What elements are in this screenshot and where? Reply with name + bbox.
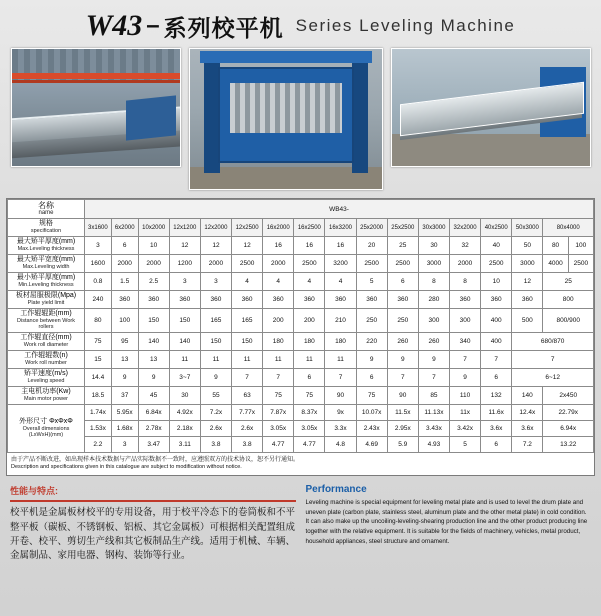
cell: 7 <box>387 368 418 386</box>
cell: 2500 <box>568 255 593 273</box>
cell: 3.42x <box>450 420 481 436</box>
steel-plate-output-photo <box>391 48 591 167</box>
col-header: 25x2500 <box>387 219 418 237</box>
cell: 2.2 <box>85 436 112 452</box>
model-name: W43 <box>85 9 143 42</box>
cell: 140 <box>138 332 169 350</box>
cell: 2000 <box>263 255 294 273</box>
cell: 250 <box>356 309 387 333</box>
cell: 3000 <box>512 255 543 273</box>
table-row <box>8 404 594 420</box>
cell: 18.5 <box>85 386 112 404</box>
cell: 12.4x <box>512 404 543 420</box>
cell: 1600 <box>85 255 112 273</box>
cell: 11 <box>169 350 200 368</box>
cell: 360 <box>294 291 325 309</box>
col-header: 12x1200 <box>169 219 200 237</box>
cell: 1.68x <box>111 420 138 436</box>
cell: 360 <box>325 291 356 309</box>
header-name-cn: 名称 <box>38 201 54 210</box>
cell: 3000 <box>418 255 449 273</box>
cell: 2x450 <box>543 386 594 404</box>
cell: 9 <box>356 350 387 368</box>
cell: 25 <box>387 237 418 255</box>
cell: 360 <box>387 291 418 309</box>
note-english: Description and specifications given in this catalogue are subject to modification without notice. <box>11 463 242 470</box>
cell: 2000 <box>450 255 481 273</box>
cell: 500 <box>512 309 543 333</box>
cell: 200 <box>294 309 325 333</box>
table-note <box>7 453 594 476</box>
table-header-row-spec <box>8 219 594 237</box>
cell: 13 <box>138 350 169 368</box>
cell: 9 <box>200 368 231 386</box>
cell: 2000 <box>111 255 138 273</box>
row-label: 板材屈服极限(Mpa) Plate yield limit <box>8 291 85 309</box>
cell: 150 <box>138 309 169 333</box>
cell: 3.05x <box>294 420 325 436</box>
cell: 4 <box>325 273 356 291</box>
cell: 165 <box>232 309 263 333</box>
cell: 7 <box>450 350 481 368</box>
cell: 132 <box>481 386 512 404</box>
cell: 5 <box>356 273 387 291</box>
cell: 2500 <box>356 255 387 273</box>
cell: 210 <box>325 309 356 333</box>
cell: 10.07x <box>356 404 387 420</box>
table-row <box>8 350 594 368</box>
cell: 800/900 <box>543 309 594 333</box>
col-header: 16x2500 <box>294 219 325 237</box>
cell: 90 <box>387 386 418 404</box>
col-header: 12x2500 <box>232 219 263 237</box>
cell: 11.6x <box>481 404 512 420</box>
cell: 85 <box>418 386 449 404</box>
col-header: 50x3000 <box>512 219 543 237</box>
cell: 360 <box>111 291 138 309</box>
cell: 3.47 <box>138 436 169 452</box>
row-label: 工作辊直径(mm) Work roll diameter <box>8 332 85 350</box>
cell: 11.5x <box>387 404 418 420</box>
cell: 13.22 <box>543 436 594 452</box>
table-row <box>8 309 594 333</box>
col-header: 30x3000 <box>418 219 449 237</box>
cell: 15 <box>85 350 112 368</box>
cell: 25 <box>543 273 594 291</box>
cell: 12 <box>169 237 200 255</box>
cell: 9x <box>325 404 356 420</box>
cell: 4 <box>232 273 263 291</box>
cell: 30 <box>418 237 449 255</box>
col-header: 12x2000 <box>200 219 231 237</box>
header-spec-cell <box>8 219 85 237</box>
cell: 140 <box>169 332 200 350</box>
cell: 340 <box>450 332 481 350</box>
header-name-cell <box>8 200 85 219</box>
cell: 75 <box>356 386 387 404</box>
cell: 280 <box>418 291 449 309</box>
cell: 11 <box>232 350 263 368</box>
cell: 165 <box>200 309 231 333</box>
specification-table <box>6 198 595 476</box>
cell: 5.9 <box>387 436 418 452</box>
table-row <box>8 332 594 350</box>
cell: 55 <box>200 386 231 404</box>
table-header-row-name <box>8 200 594 219</box>
cell: 3.6x <box>512 420 543 436</box>
cell: 2.95x <box>387 420 418 436</box>
cell: 10 <box>481 273 512 291</box>
col-header: 6x2000 <box>111 219 138 237</box>
cell: 180 <box>325 332 356 350</box>
cell: 250 <box>387 309 418 333</box>
cell: 4 <box>263 273 294 291</box>
performance-body-en: Leveling machine is special equipment for leveling metal plate and is used to level the drum plate and uneven plate (carbon plate, stainless steel, aluminum plate and the other metal plate) in cold condition. It can also make up the uncoiling-leveling-shearing production line and the other product producing line together with the relative equipment. It is suitable for the fields of machinery, vehicles, metal product, household appliances, steel structure and ornament. <box>305 499 588 545</box>
cell: 3.8 <box>200 436 231 452</box>
row-label: 最大矫平宽度(mm) Max.Leveling width <box>8 255 85 273</box>
header-spec-cn: 规格 <box>39 220 53 228</box>
cell: 3.11 <box>169 436 200 452</box>
cell: 150 <box>232 332 263 350</box>
cell: 4.92x <box>169 404 200 420</box>
factory-roller-line-photo <box>11 48 181 167</box>
cell: 16 <box>263 237 294 255</box>
cell: 4.69 <box>356 436 387 452</box>
cell: 3.43x <box>418 420 449 436</box>
performance-title-cn: 性能与特点: <box>10 486 58 497</box>
cell: 360 <box>232 291 263 309</box>
cell: 11 <box>294 350 325 368</box>
cell: 8.37x <box>294 404 325 420</box>
cell: 14.4 <box>85 368 112 386</box>
cell: 400 <box>481 332 512 350</box>
cell: 4.77 <box>263 436 294 452</box>
cell: 3.6x <box>481 420 512 436</box>
table-row <box>8 237 594 255</box>
cell: 100 <box>111 309 138 333</box>
cell: 11 <box>200 350 231 368</box>
cell: 75 <box>294 386 325 404</box>
cell: 32 <box>450 237 481 255</box>
cell: 4 <box>294 273 325 291</box>
cell: 20 <box>356 237 387 255</box>
cell: 400 <box>481 309 512 333</box>
cell: 100 <box>568 237 593 255</box>
cell: 200 <box>263 309 294 333</box>
photo-gallery <box>0 48 601 190</box>
cell: 6 <box>387 273 418 291</box>
cell: 6 <box>294 368 325 386</box>
cell: 11 <box>325 350 356 368</box>
cell: 4000 <box>543 255 568 273</box>
cell: 90 <box>325 386 356 404</box>
cell: 4.93 <box>418 436 449 452</box>
cell: 6.84x <box>138 404 169 420</box>
cell: 7 <box>325 368 356 386</box>
cell: 8 <box>418 273 449 291</box>
col-header: 10x2000 <box>138 219 169 237</box>
cell: 360 <box>263 291 294 309</box>
col-header: 3x1600 <box>85 219 112 237</box>
cell: 6 <box>481 368 512 386</box>
cell: 11.13x <box>418 404 449 420</box>
performance-title-en: Performance <box>305 484 367 496</box>
cell: 150 <box>200 332 231 350</box>
cell: 3.8 <box>232 436 263 452</box>
spec-table <box>7 199 594 453</box>
cell: 9 <box>450 368 481 386</box>
cell: 2000 <box>138 255 169 273</box>
cell: 360 <box>512 291 543 309</box>
cell: 360 <box>450 291 481 309</box>
header-name-en: name <box>38 210 54 217</box>
cell: 6 <box>481 436 512 452</box>
cell: 680/870 <box>512 332 594 350</box>
note-chinese: 由于产品不断改进，如出现样本技术数据与产品实际数据不一致时，应遵照双方的技术协议，恕不另行通知。 <box>11 456 300 463</box>
cell: 6~12 <box>512 368 594 386</box>
performance-english-column <box>306 484 592 563</box>
cell: 2500 <box>232 255 263 273</box>
cell: 1.5 <box>111 273 138 291</box>
cell: 22.79x <box>543 404 594 420</box>
cell: 180 <box>294 332 325 350</box>
cell: 1.74x <box>85 404 112 420</box>
header-spec-en: specification <box>30 228 62 235</box>
cell: 220 <box>356 332 387 350</box>
cell: 37 <box>111 386 138 404</box>
cell: 3 <box>169 273 200 291</box>
cell: 6 <box>356 368 387 386</box>
cell: 800 <box>543 291 594 309</box>
cell: 260 <box>387 332 418 350</box>
cell: 75 <box>263 386 294 404</box>
cell: 12 <box>512 273 543 291</box>
cell: 150 <box>169 309 200 333</box>
cell: 5 <box>450 436 481 452</box>
cell: 9 <box>418 350 449 368</box>
cell: 3~7 <box>169 368 200 386</box>
cell: 2.18x <box>169 420 200 436</box>
cell: 5.95x <box>111 404 138 420</box>
cell: 360 <box>356 291 387 309</box>
col-header: 16x2000 <box>263 219 294 237</box>
table-row <box>8 436 594 452</box>
col-header: 25x2000 <box>356 219 387 237</box>
cell: 2.6x <box>200 420 231 436</box>
cell: 3 <box>200 273 231 291</box>
cell: 16 <box>325 237 356 255</box>
cell: 30 <box>169 386 200 404</box>
cell: 240 <box>85 291 112 309</box>
cell: 3 <box>85 237 112 255</box>
cell: 7 <box>481 350 512 368</box>
col-header: 16x3200 <box>325 219 356 237</box>
cell: 7 <box>263 368 294 386</box>
title-chinese: 系列校平机 <box>163 14 284 41</box>
table-row <box>8 255 594 273</box>
cell: 7.87x <box>263 404 294 420</box>
cell: 9 <box>387 350 418 368</box>
cell: 50 <box>512 237 543 255</box>
table-row <box>8 386 594 404</box>
cell: 63 <box>232 386 263 404</box>
cell: 7.77x <box>232 404 263 420</box>
row-label: 工作辊辊距(mm) Distance between Work rollers <box>8 309 85 333</box>
cell: 2000 <box>200 255 231 273</box>
row-label: 最大矫平厚度(mm) Max.Leveling thickness <box>8 237 85 255</box>
cell: 6 <box>111 237 138 255</box>
performance-chinese-column <box>10 484 296 563</box>
cell: 2.6x <box>232 420 263 436</box>
row-label: 外形尺寸 ΦxΦxΦ Overall dimensions (LxWxH)(mm) <box>8 404 85 452</box>
cell: 11 <box>263 350 294 368</box>
cell: 2.78x <box>138 420 169 436</box>
col-header: 32x2000 <box>450 219 481 237</box>
cell: 4.8 <box>325 436 356 452</box>
cell: 7 <box>512 350 594 368</box>
cell: 12 <box>200 237 231 255</box>
cell: 110 <box>450 386 481 404</box>
cell: 4.77 <box>294 436 325 452</box>
cell: 9 <box>111 368 138 386</box>
col-header: 80x4000 <box>543 219 594 237</box>
cell: 180 <box>263 332 294 350</box>
cell: 80 <box>85 309 112 333</box>
cell: 7 <box>232 368 263 386</box>
cell: 7.2x <box>200 404 231 420</box>
cell: 1.53x <box>85 420 112 436</box>
table-row <box>8 273 594 291</box>
cell: 2500 <box>481 255 512 273</box>
cell: 12 <box>232 237 263 255</box>
cell: 80 <box>543 237 568 255</box>
performance-section <box>0 476 601 563</box>
cell: 7 <box>418 368 449 386</box>
cell: 360 <box>481 291 512 309</box>
cell: 13 <box>111 350 138 368</box>
row-label: 最小矫平厚度(mm) Min.Leveling thickness <box>8 273 85 291</box>
cell: 300 <box>418 309 449 333</box>
row-label: 工作辊辊数(n) Work roll number <box>8 350 85 368</box>
divider <box>10 500 296 502</box>
cell: 2500 <box>294 255 325 273</box>
table-row <box>8 368 594 386</box>
cell: 9 <box>138 368 169 386</box>
cell: 0.8 <box>85 273 112 291</box>
cell: 2.43x <box>356 420 387 436</box>
row-label: 主电机功率(Kw) Main motor power <box>8 386 85 404</box>
cell: 260 <box>418 332 449 350</box>
cell: 360 <box>169 291 200 309</box>
cell: 7.2 <box>512 436 543 452</box>
performance-body-cn: 校平机是金属板材校平的专用设备，用于校平冷态下的卷筒板和不平整平板（碳板、不锈钢板、铝板、其它金属板）可根据相关配置组成开卷、校平、剪切生产线和其它板制品生产线。适用于机械、车辆、金属制品、家用电器、钢构、装饰等行业。 <box>10 507 296 562</box>
cell: 3200 <box>325 255 356 273</box>
cell: 1200 <box>169 255 200 273</box>
table-row <box>8 420 594 436</box>
page-title <box>0 0 601 48</box>
title-english: Series Leveling Machine <box>295 16 516 35</box>
cell: 140 <box>512 386 543 404</box>
cell: 45 <box>138 386 169 404</box>
cell: 6.94x <box>543 420 594 436</box>
cell: 360 <box>138 291 169 309</box>
cell: 11x <box>450 404 481 420</box>
cell: 2.5 <box>138 273 169 291</box>
cell: 10 <box>138 237 169 255</box>
cell: 3.3x <box>325 420 356 436</box>
col-header: 40x2500 <box>481 219 512 237</box>
cell: 95 <box>111 332 138 350</box>
table-row <box>8 291 594 309</box>
row-label: 矫平速度(m/s) Leveling speed <box>8 368 85 386</box>
cell: 75 <box>85 332 112 350</box>
cell: 2500 <box>387 255 418 273</box>
cell: 8 <box>450 273 481 291</box>
cell: 40 <box>481 237 512 255</box>
model-prefix-cell: WB43- <box>85 200 594 219</box>
cell: 300 <box>450 309 481 333</box>
cell: 16 <box>294 237 325 255</box>
cell: 3 <box>111 436 138 452</box>
cell: 3.05x <box>263 420 294 436</box>
blue-leveling-machine-photo <box>189 48 383 190</box>
title-dash: – <box>146 12 160 39</box>
cell: 360 <box>200 291 231 309</box>
